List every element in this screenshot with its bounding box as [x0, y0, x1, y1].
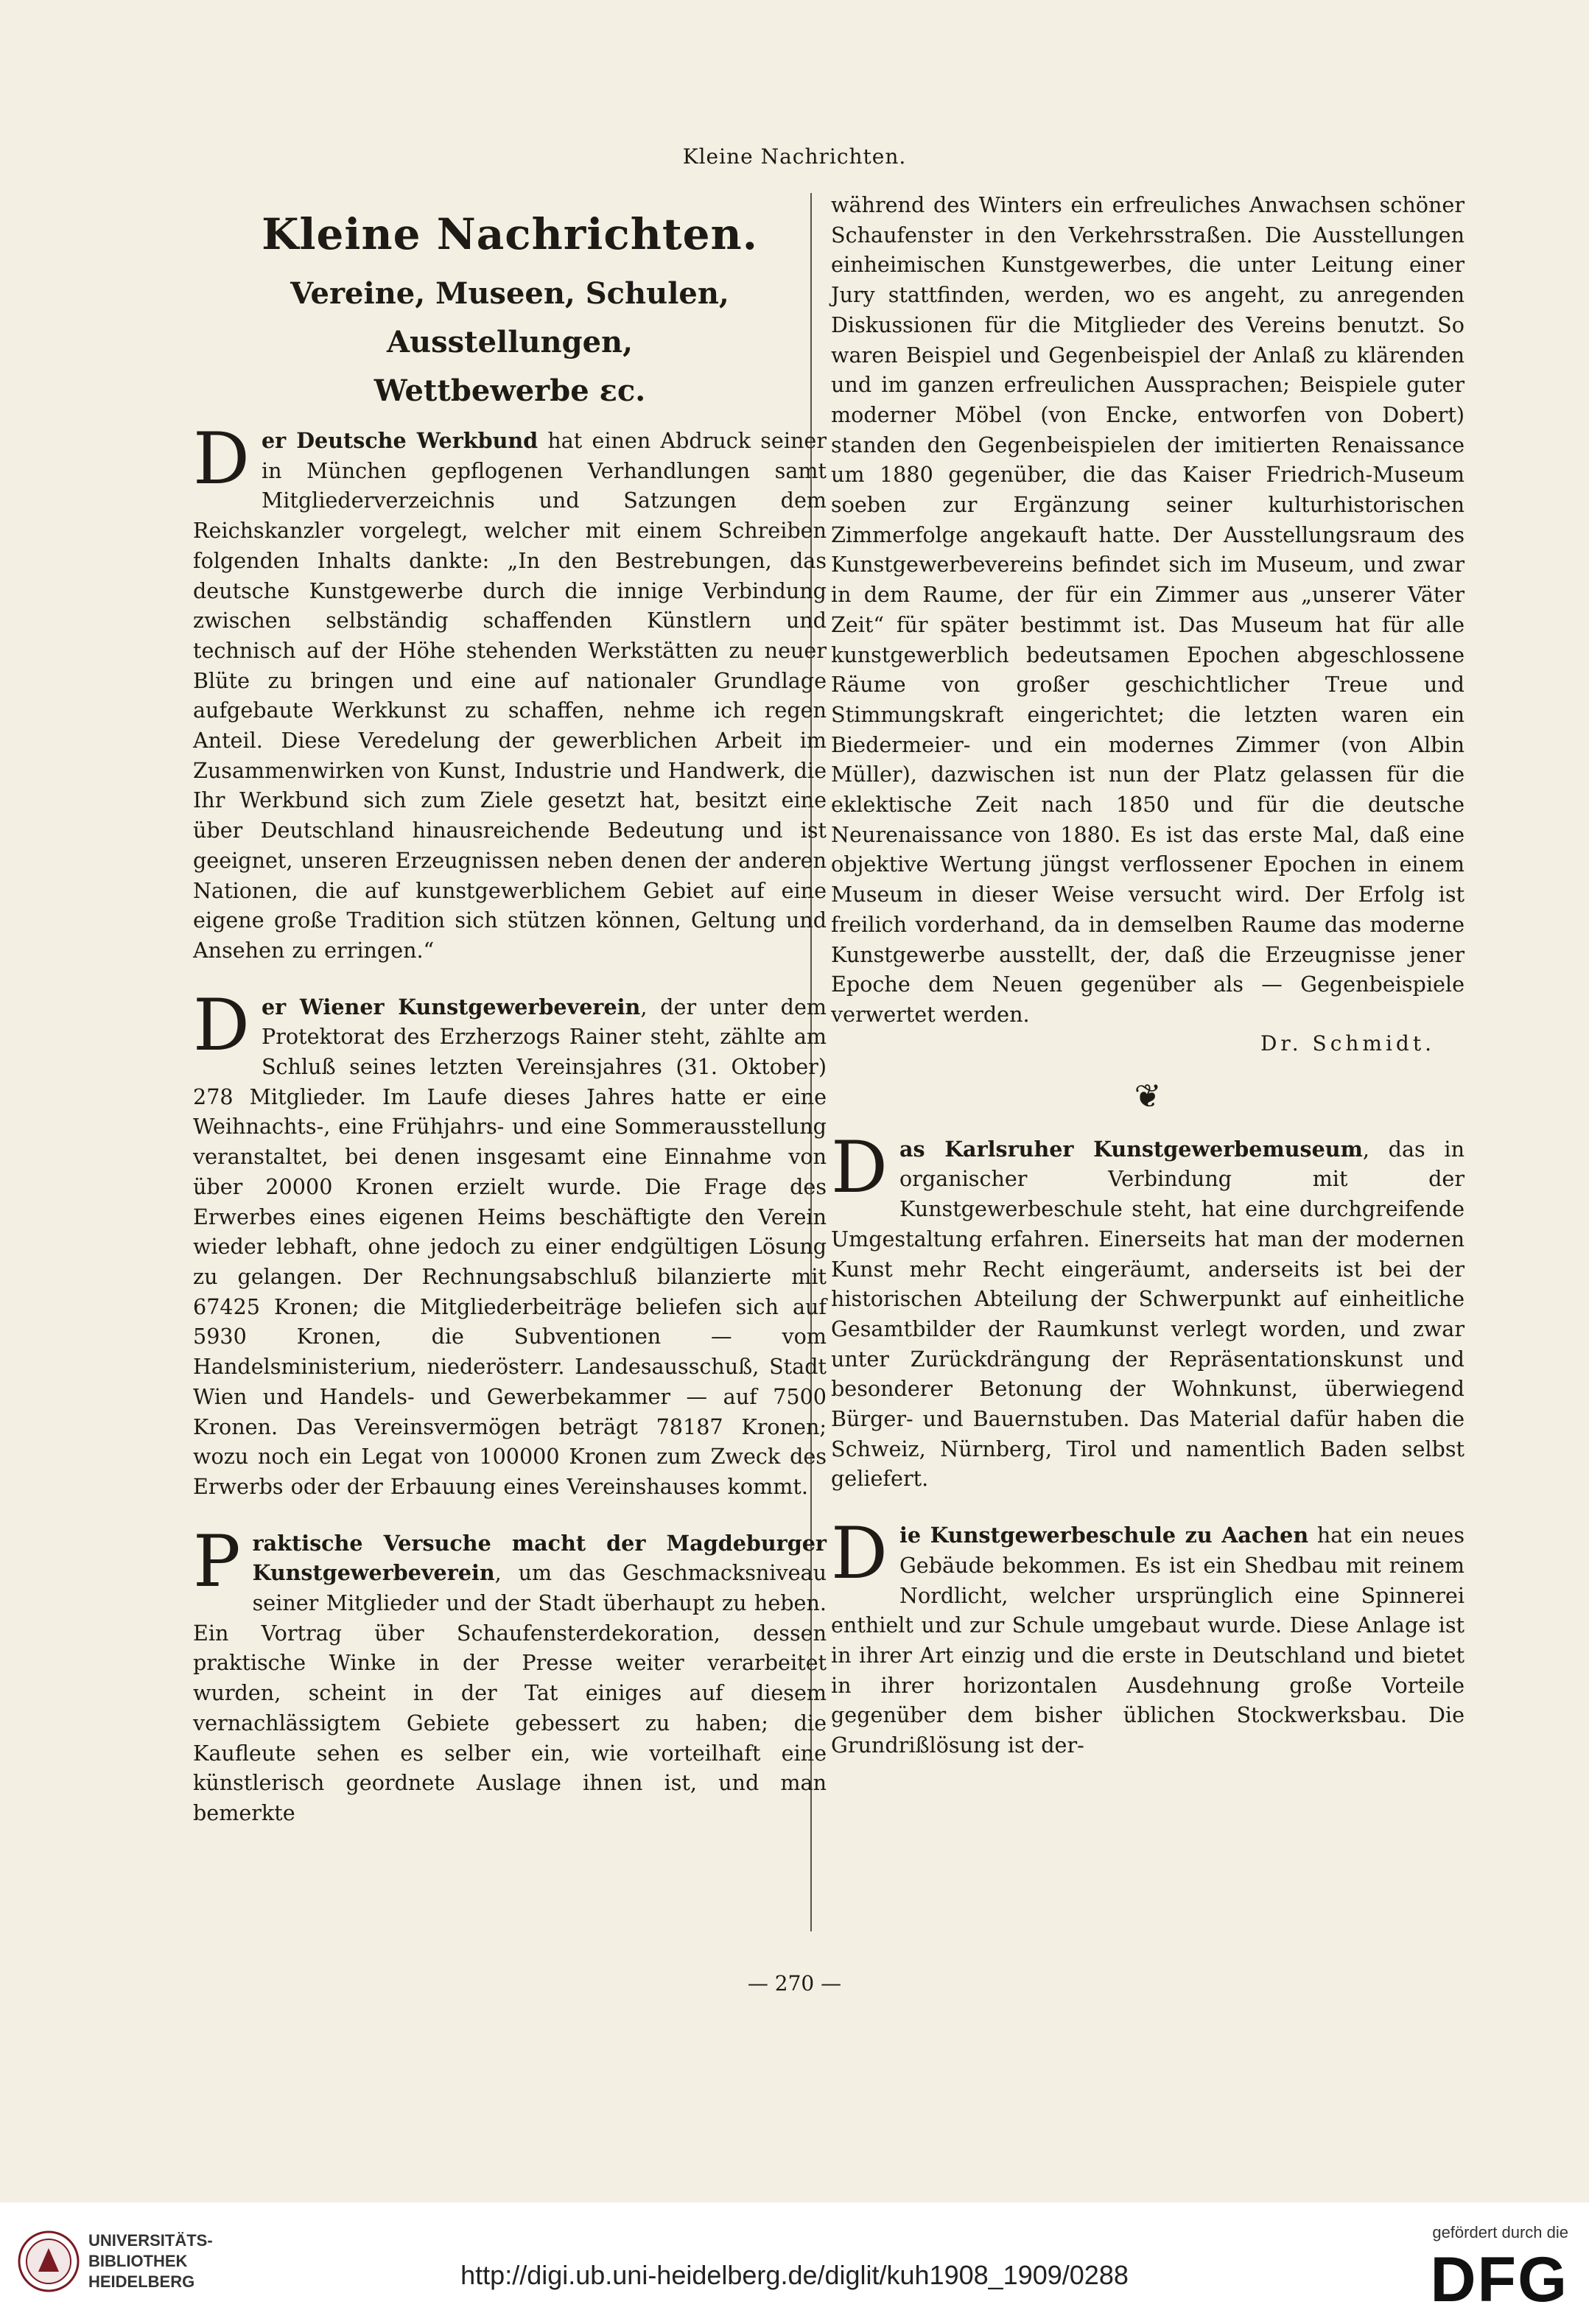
drop-cap: D [193, 983, 250, 1067]
article-lead: er Deutsche Werkbund [261, 428, 539, 453]
drop-cap: P [193, 1520, 241, 1603]
footer-bar [0, 2202, 1589, 2324]
article-body [193, 418, 827, 966]
right-column [831, 190, 1465, 1760]
funding-notice: gefördert durch die [1432, 2223, 1568, 2241]
article-lead: raktische Versuche macht der Magdeburger Kunstgewerbeverein [252, 1530, 827, 1586]
article-lead: as Karlsruher Kunstgewerbemuseum [899, 1136, 1363, 1162]
subtitle-line-1: Vereine, Museen, Schulen, Ausstellungen, [290, 276, 729, 359]
drop-cap: D [831, 1512, 888, 1595]
article-text: , der unter dem Protektorat des Erzherzogs Rainer steht, zählte am Schluß seines letzten Vereinsjahres (31. Oktober) 278 Mitglieder. Im Laufe dieses Jahres hatte er eine Weihnachts-, eine Frühjahrs- und eine Sommerausstellung veranstaltet, bei denen insgesamt eine Einnahme von über 20000 Kronen erzielt wurde. Die Frage des Erwerbes eines eigenen Heims beschäftigte den Verein wieder lebhaft, ohne jedoch zu einer endgültigen Lösung zu gelangen. Der Rechnungsabschluß bilanzierte mit 67425 Kronen; die Mitgliederbeiträge beliefen sich auf 5930 Kronen, die Subventionen — vom Handelsministerium, niederösterr. Landesausschuß, Stadt Wien und Handels- und Gewerbekammer — auf 7500 Kronen. Das Vereinsvermögen beträgt 78187 Kronen; wozu noch ein Legat von 100000 Kronen zum Zweck des Erwerbs oder der Erbauung eines Vereinshauses kommt. [193, 994, 827, 1499]
logo-line-1: UNIVERSITÄTS- [88, 2231, 213, 2250]
running-head: Kleine Nachrichten. [682, 144, 907, 169]
author-signature: Dr. Schmidt. [1260, 1031, 1435, 1056]
article-body [193, 1520, 827, 1828]
article-lead: er Wiener Kunstgewerbeverein [261, 994, 641, 1019]
logo-line-3: HEIDELBERG [88, 2272, 195, 2291]
page-title: Kleine Nachrichten. [262, 209, 758, 259]
article-body [193, 983, 827, 1502]
article-magdeburg-continued [831, 190, 1465, 1056]
article-text: , das in organischer Verbindung mit der Kunstgewerbeschule steht, hat eine durchgreifende Umgestaltung erfahren. Einerseits hat man der modernen Kunst mehr Recht eingeräumt, anderseits ist bei der historischen Abteilung der Schwerpunkt auf einheitliche Gesamtbilder der Raumkunst verlegt worden, und zwar unter Zurückdrängung der Repräsentationskunst und besonderer Betonung der Wohnkunst, überwiegend Bürger- und Bauernstuben. Das Material dafür haben die Schweiz, Nürnberg, Tirol und namentlich Baden selbst geliefert. [831, 1136, 1465, 1492]
ornament-icon: ❦ [1134, 1077, 1162, 1115]
dfg-logo: DFG [1430, 2244, 1568, 2315]
article-werkbund [193, 418, 827, 966]
article-lead: ie Kunstgewerbeschule zu Aachen [899, 1523, 1309, 1548]
subtitle-line-2: Wettbewerbe ɛc. [373, 373, 646, 408]
logo-line-2: BIBLIOTHEK [88, 2252, 188, 2270]
article-magdeburg [193, 1520, 827, 1828]
left-column [193, 190, 827, 1828]
article-text: , um das Geschmacksniveau seiner Mitglieder und der Stadt überhaupt zu heben. Ein Vortrag über Schaufensterdekoration, dessen praktische Winke in der Presse weiter verarbeitet wurden, scheint in der Tat einiges auf diesem vernachlässigtem Gebiete gebessert zu haben; die Kaufleute sehen es selber ein, wie vorteilhaft eine künstlerisch geordnete Auslage ihnen ist, und man bemerkte [193, 1560, 827, 1825]
article-text: hat einen Abdruck seiner in München gepflogenen Verhandlungen samt Mitgliederverzeichnis und Satzungen dem Reichskanzler vorgelegt, welcher mit einem Schreiben folgenden Inhalts dankte: „In den Bestrebungen, das deutsche Kunstgewerbe durch die innige Verbindung zwischen selbständig schaffenden Künstlern und technisch auf der Höhe stehenden Werkstätten zu neuer Blüte zu bringen und eine auf nationaler Grundlage aufgebaute Werkkunst zu schaffen, nehme ich regen Anteil. Diese Veredelung der gewerblichen Arbeit im Zusammenwirken von Kunst, Industrie und Handwerk, die Ihr Werkbund sich zum Ziele gesetzt hat, besitzt eine über Deutschland hinausreichende Bedeutung und ist geeignet, unseren Erzeugnissen neben denen der anderen Nationen, die auf kunstgewerblichem Gebiet auf eine eigene große Tradition sich stützen können, Geltung und Ansehen zu erringen.“ [193, 428, 827, 963]
permalink-url[interactable]: http://digi.ub.uni-heidelberg.de/diglit/kuh1908_1909/0288 [460, 2260, 1129, 2290]
article-body [831, 1512, 1465, 1760]
article-aachen [831, 1512, 1465, 1760]
article-body [831, 1126, 1465, 1494]
drop-cap: D [193, 418, 250, 500]
page-number: — 270 — [747, 1971, 842, 1995]
drop-cap: D [831, 1126, 888, 1209]
article-karlsruhe [831, 1126, 1465, 1494]
article-text: während des Winters ein erfreuliches Anwachsen schöner Schaufenster in den Verkehrsstraßen. Die Ausstellungen einheimischen Kunstgewerbes, die unter Leitung einer Jury stattfinden, werden, wo es angeht, zu anregenden Diskussionen für die Mitglieder des Vereins benutzt. So waren Beispiel und Gegenbeispiel der Anlaß zu klärenden und im ganzen erfreulichen Aussprachen; Beispiele guter moderner Möbel (von Encke, entworfen von Dobert) standen den Gegenbeispielen der imitierten Renaissance um 1880 gegenüber, die das Kaiser Friedrich-Museum soeben zur Ergänzung seiner kulturhistorischen Zimmerfolge angekauft hatte. Der Ausstellungsraum des Kunstgewerbevereins befindet sich im Museum, und zwar in dem Raume, der für ein Zimmer aus „unserer Väter Zeit“ für später bestimmt ist. Das Museum hat für alle kunstgewerblich bedeutsamen Epochen abgeschlossene Räume von großer geschichtlicher Treue und Stimmungskraft eingerichtet; die letzten waren ein Biedermeier- und ein modernes Zimmer (von Albin Müller), dazwischen ist nun der Platz gelassen für die eklektische Zeit nach 1850 und für die deutsche Neurenaissance von 1880. Es ist das erste Mal, daß eine objektive Wertung jüngst verflossener Epochen in einem Museum in dieser Weise versucht wird. Der Erfolg ist freilich vorderhand, da in demselben Raume das moderne Kunstgewerbe ausstellt, der, daß die Erzeugnisse jener Epoche dem Neuen gegenüber als — Gegenbeispiele verwertet werden. [831, 192, 1465, 1027]
article-wiener-kunstgewerbeverein [193, 983, 827, 1502]
article-text: hat ein neues Gebäude bekommen. Es ist ein Shedbau mit reinem Nordlicht, welcher ursprünglich eine Spinnerei enthielt und zur Schule umgebaut wurde. Diese Anlage ist in ihrer Art einzig und die erste in Deutschland und bietet in ihrer horizontalen Ausdehnung große Vorteile gegenüber dem bisher üblichen Stockwerksbau. Die Grundrißlösung ist der- [831, 1523, 1465, 1758]
section-subtitle [193, 270, 827, 415]
